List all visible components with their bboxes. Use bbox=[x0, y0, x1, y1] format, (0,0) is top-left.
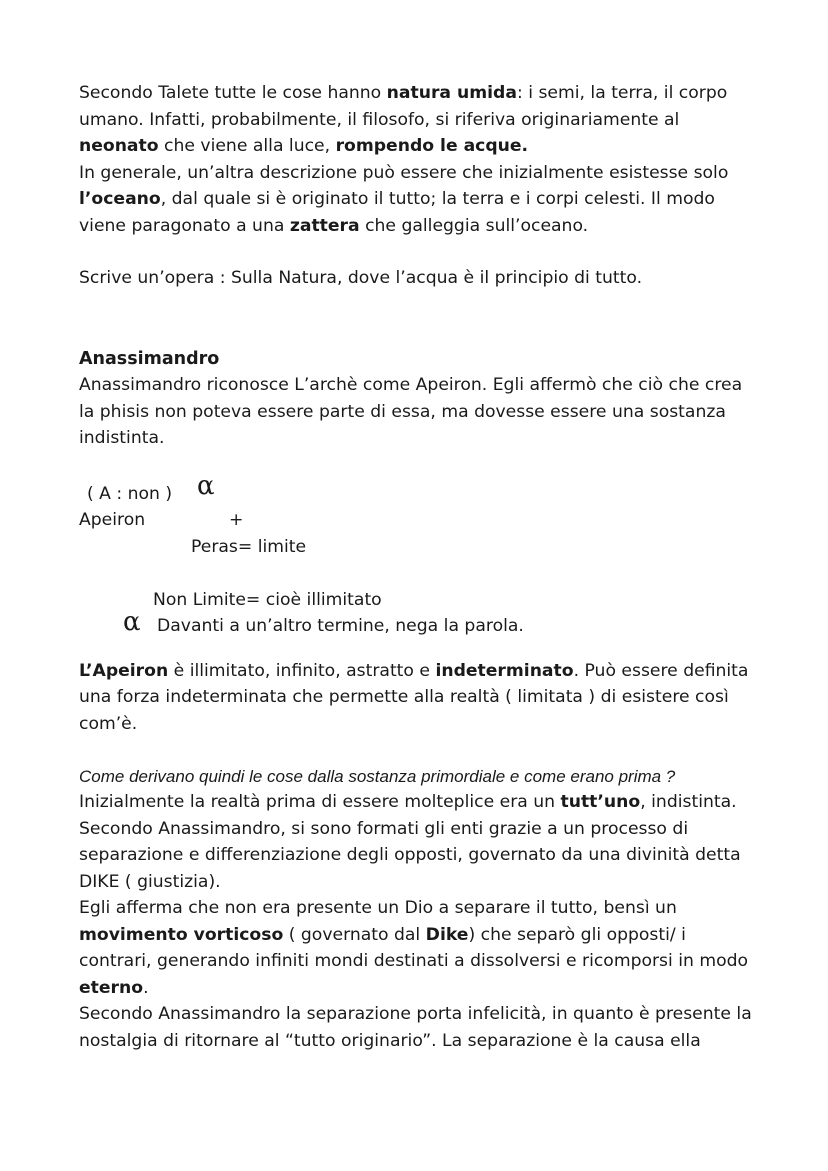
paragraph-talete bbox=[79, 80, 759, 239]
bold-term: tutt’uno bbox=[560, 792, 641, 812]
text: : i semi, la terra, il corpo umano. Infatti, probabilmente, il filosofo, si riferiva originariamente al bbox=[79, 83, 728, 130]
bold-term: movimento vorticoso bbox=[79, 924, 284, 945]
section-heading: Anassimandro bbox=[79, 348, 220, 369]
bold-term: l’oceano bbox=[79, 189, 161, 209]
question-heading: Come derivano quindi le cose dalla sostanza primordiale e come erano prima ? bbox=[79, 767, 676, 786]
a-non-label: ( A : non ) bbox=[87, 483, 173, 504]
text: . bbox=[143, 977, 149, 998]
non-limite-label: Non Limite= cioè illimitato bbox=[153, 589, 382, 610]
text: . Può essere definita una forza indeterminata che permette alla realtà ( limitata ) di esistere così com’è. bbox=[79, 660, 749, 734]
bold-term: natura umida bbox=[386, 83, 517, 103]
text: ) che separò gli opposti/ i contrari, generando infiniti mondi destinati a dissolversi e ricomporsi in modo bbox=[79, 924, 749, 971]
bold-term: zattera bbox=[289, 215, 360, 236]
text: che galleggia sull’oceano. bbox=[359, 215, 589, 236]
apeiron-label: Apeiron bbox=[79, 509, 146, 530]
alpha-symbol-2: α bbox=[123, 606, 141, 637]
peras-label: Peras= limite bbox=[191, 536, 307, 557]
bold-term: eterno bbox=[79, 977, 144, 998]
text: Inizialmente la realtà prima di essere molteplice era un bbox=[79, 792, 561, 812]
text: che viene alla luce, bbox=[158, 136, 336, 156]
document-page bbox=[79, 80, 759, 1054]
bold-term: Dike bbox=[425, 924, 469, 945]
text: Secondo Talete tutte le cose hanno bbox=[79, 83, 387, 103]
apeiron-diagram bbox=[79, 470, 759, 637]
bold-term: rompendo le acque. bbox=[335, 136, 529, 156]
text: Secondo Anassimandro, si sono formati gli enti grazie a un processo di separazione e differenziazione degli opposti, governato da una divinità detta DIKE ( giustizia). bbox=[79, 818, 741, 892]
alpha-symbol: α bbox=[197, 470, 215, 501]
text: Secondo Anassimandro la separazione porta infelicità, in quanto è presente la nostalgia di ritornare al “tutto originario”. La separazione è la causa ella bbox=[79, 1004, 752, 1051]
text: Egli afferma che non era presente un Dio a separare il tutto, bensì un bbox=[79, 898, 677, 918]
davanti-label: Davanti a un’altro termine, nega la parola. bbox=[157, 615, 524, 636]
paragraph-apeiron bbox=[79, 658, 759, 738]
bold-term: L’Apeiron bbox=[79, 660, 169, 681]
paragraph-anassimandro-intro: Anassimandro riconosce L’archè come Apeiron. Egli affermò che ciò che crea la phisis non poteva essere parte di essa, ma dovesse essere una sostanza indistinta. bbox=[79, 375, 743, 448]
text: In generale, un’altra descrizione può essere che inizialmente esistesse solo bbox=[79, 162, 729, 183]
paragraph-opera: Scrive un’opera : Sulla Natura, dove l’acqua è il principio di tutto. bbox=[79, 268, 643, 288]
text: , indistinta. bbox=[640, 792, 737, 812]
bold-term: neonato bbox=[79, 136, 159, 156]
text: , dal quale si è originato il tutto; la terra e i corpi celesti. Il modo viene paragonato a una bbox=[79, 189, 715, 236]
plus-sign: + bbox=[229, 509, 244, 530]
paragraph-separazione bbox=[79, 789, 759, 1054]
text: ( governato dal bbox=[283, 924, 426, 945]
text: è illimitato, infinito, astratto e bbox=[168, 660, 436, 681]
bold-term: indeterminato bbox=[435, 660, 574, 681]
